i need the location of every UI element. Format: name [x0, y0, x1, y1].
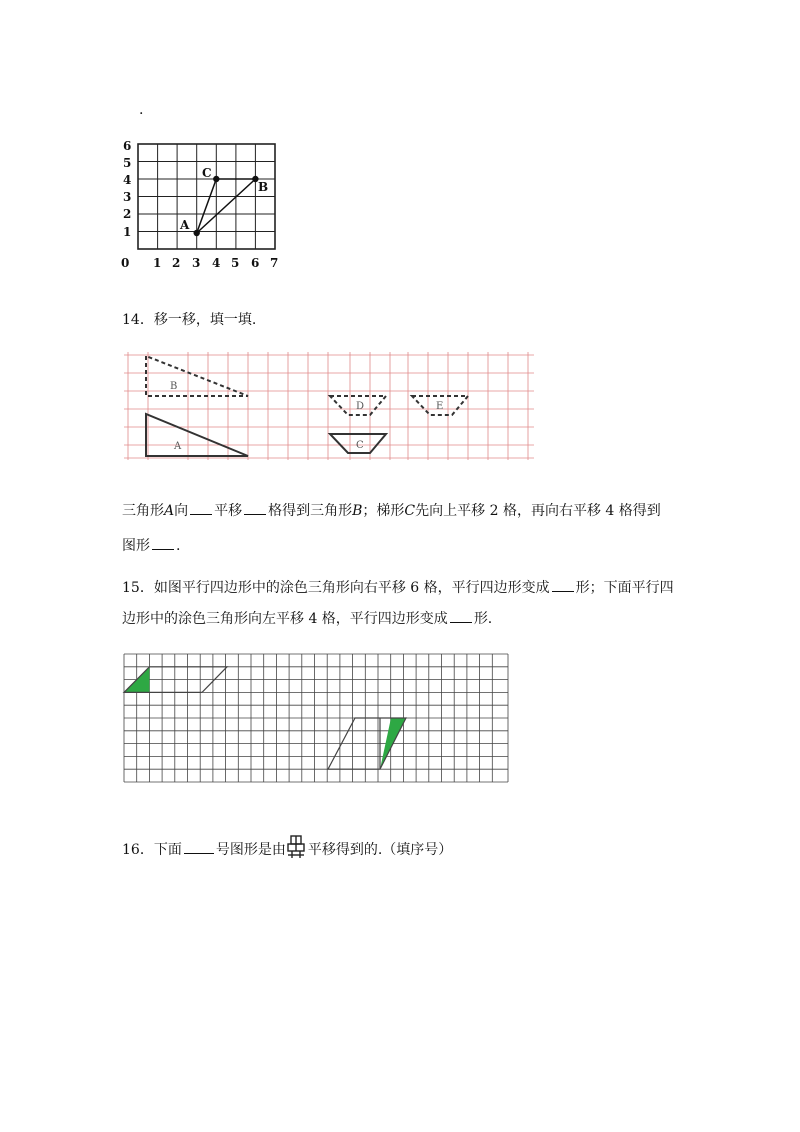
q15-line2: [122, 608, 492, 629]
var-b: B: [352, 503, 363, 519]
x-tick: 1: [153, 256, 162, 270]
q16-line: [122, 834, 452, 860]
q16-text: 下面: [153, 842, 182, 858]
x-tick: 2: [172, 256, 181, 270]
var-c: C: [404, 503, 416, 519]
q15-text: 形.: [473, 611, 493, 627]
point-a: [194, 230, 200, 236]
triangle-b: [146, 356, 248, 396]
x-tick: 4: [212, 256, 221, 270]
point-c: [213, 176, 219, 182]
translation-grid-figure: [124, 352, 536, 462]
top-mark: .: [139, 102, 144, 118]
label-e: E: [436, 401, 444, 412]
q14-text: 三角形: [122, 503, 164, 519]
var-a: A: [164, 503, 175, 519]
q15-text: 形；下面平行四: [575, 580, 674, 596]
q14-text: ；梯形: [362, 503, 405, 519]
x-tick: 5: [231, 256, 240, 270]
label-a: A: [174, 441, 182, 452]
triangle-a: [146, 414, 248, 456]
parallelogram-grid-figure: [122, 652, 512, 786]
answer-blank-number[interactable]: [184, 839, 214, 854]
black-grid-lines: [124, 654, 508, 782]
small-shape-icon: [286, 834, 308, 860]
coord-grid-lines: [138, 144, 275, 249]
label-c: C: [356, 440, 364, 451]
answer-blank-steps[interactable]: [244, 500, 266, 515]
q15-number: 15．: [122, 580, 154, 596]
q14-number: 14．: [122, 312, 154, 328]
answer-blank-direction[interactable]: [190, 500, 212, 515]
answer-blank-shape2[interactable]: [450, 608, 472, 623]
y-tick: 6: [123, 139, 132, 153]
label-a: A: [180, 218, 190, 232]
answer-blank-shape[interactable]: [152, 535, 174, 550]
q16-text: 号图形是由: [215, 842, 286, 858]
q15-line1: [122, 577, 674, 598]
q16-text: 平移得到的.（填序号）: [307, 842, 453, 858]
triangle-abc: [197, 179, 256, 233]
y-tick: 4: [123, 173, 132, 187]
q14-text: 向: [174, 503, 189, 519]
x-tick: 7: [270, 256, 279, 270]
q14-text: 平移: [214, 503, 243, 519]
y-tick: 2: [123, 207, 132, 221]
q14-title-text: 移一移，填一填.: [153, 312, 257, 328]
q14-line2: [122, 535, 180, 556]
q16-number: 16．: [122, 842, 154, 858]
q14-text: 格得到三角形: [268, 503, 353, 519]
x-tick: 3: [192, 256, 201, 270]
q14-text: 先向上平移 2 格，再向右平移 4 格得到: [415, 503, 661, 519]
q15-text: 边形中的涂色三角形向左平移 4 格，平行四边形变成: [122, 611, 448, 627]
label-c: C: [202, 166, 212, 180]
q14-text: .: [176, 538, 181, 554]
y-tick: 1: [123, 225, 132, 239]
q15-text: 如图平行四边形中的涂色三角形向右平移 6 格，平行四边形变成: [153, 580, 550, 596]
q14-title: [122, 310, 256, 330]
q14-line1: [122, 500, 661, 521]
answer-blank-shape1[interactable]: [552, 577, 574, 592]
x-tick: 0: [121, 256, 130, 270]
label-d: D: [356, 401, 365, 412]
red-grid-lines: [124, 352, 534, 460]
y-tick: 3: [123, 190, 132, 204]
y-tick: 5: [123, 156, 132, 170]
x-tick: 6: [251, 256, 260, 270]
label-b: B: [258, 180, 269, 194]
coordinate-grid-figure: [112, 136, 292, 270]
label-b: B: [170, 381, 178, 392]
q14-text: 图形: [122, 538, 150, 554]
